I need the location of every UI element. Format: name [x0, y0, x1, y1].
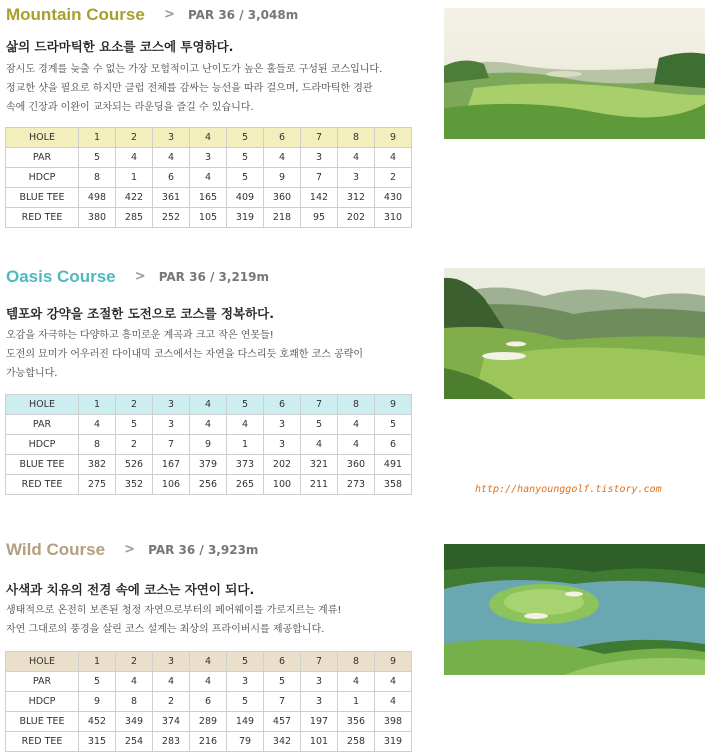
table-row — [6, 168, 412, 188]
table-cell: 6 — [190, 692, 227, 712]
table-cell: 352 — [116, 475, 153, 495]
chevron-right-icon: > — [134, 269, 146, 284]
table-cell: 4 — [116, 148, 153, 168]
table-cell: 5 — [375, 415, 412, 435]
table-header-cell: HOLE — [6, 395, 79, 415]
table-cell: 4 — [375, 148, 412, 168]
table-row — [6, 435, 412, 455]
par-info: PAR 36 / 3,048m — [187, 7, 299, 22]
table-row — [6, 415, 412, 435]
table-row — [6, 455, 412, 475]
table-cell: 5 — [227, 692, 264, 712]
table-cell: 149 — [227, 712, 264, 732]
table-row — [6, 208, 412, 228]
table-cell: 283 — [153, 732, 190, 752]
table-header-cell: 2 — [116, 652, 153, 672]
table-cell: PAR — [6, 672, 79, 692]
table-cell: 379 — [190, 455, 227, 475]
table-cell: 4 — [190, 168, 227, 188]
table-cell: 398 — [375, 712, 412, 732]
table-cell: 360 — [338, 455, 375, 475]
wild-course-photo — [444, 544, 705, 675]
table-cell: 1 — [338, 692, 375, 712]
table-cell: 254 — [116, 732, 153, 752]
table-header-cell: 8 — [338, 652, 375, 672]
description-line: 속에 긴장과 이완이 교차되는 라운딩을 즐길 수 있습니다. — [6, 102, 254, 113]
table-cell: 4 — [264, 148, 301, 168]
course-title-row — [6, 266, 269, 290]
table-cell: 380 — [79, 208, 116, 228]
table-row — [6, 732, 412, 752]
table-header-row — [6, 128, 412, 148]
course-description — [6, 60, 426, 117]
course-headline: 사색과 치유의 전경 속에 코스는 자연이 되다. — [6, 582, 255, 597]
table-header-cell: 2 — [116, 128, 153, 148]
table-cell: 430 — [375, 188, 412, 208]
table-cell: RED TEE — [6, 475, 79, 495]
table-cell: 3 — [301, 672, 338, 692]
chevron-right-icon: > — [124, 542, 136, 557]
table-row — [6, 672, 412, 692]
table-cell: HDCP — [6, 692, 79, 712]
table-header-cell: 4 — [190, 128, 227, 148]
table-cell: 312 — [338, 188, 375, 208]
table-header-cell: 7 — [301, 652, 338, 672]
table-cell: 142 — [301, 188, 338, 208]
oasis-course-photo — [444, 268, 705, 399]
chevron-right-icon: > — [163, 7, 175, 22]
table-cell: 252 — [153, 208, 190, 228]
scorecard-table — [5, 651, 412, 752]
table-header-cell: 6 — [264, 128, 301, 148]
description-line: 가능합니다. — [6, 368, 58, 379]
table-cell: 360 — [264, 188, 301, 208]
table-cell: 8 — [116, 692, 153, 712]
table-cell: 4 — [338, 415, 375, 435]
par-info: PAR 36 / 3,923m — [148, 542, 259, 557]
table-header-cell: 5 — [227, 128, 264, 148]
table-cell: 491 — [375, 455, 412, 475]
table-cell: 7 — [153, 435, 190, 455]
table-cell: 285 — [116, 208, 153, 228]
table-cell: 8 — [79, 435, 116, 455]
table-cell: 4 — [116, 672, 153, 692]
blog-url-watermark: http://hanyounggolf.tistory.com — [475, 484, 662, 495]
table-cell: 6 — [153, 168, 190, 188]
table-cell: PAR — [6, 148, 79, 168]
table-cell: 5 — [116, 415, 153, 435]
table-cell: HDCP — [6, 168, 79, 188]
table-cell: 5 — [301, 415, 338, 435]
table-cell: 289 — [190, 712, 227, 732]
table-cell: 218 — [264, 208, 301, 228]
table-cell: 197 — [301, 712, 338, 732]
table-cell: 211 — [301, 475, 338, 495]
table-cell: 265 — [227, 475, 264, 495]
mountain-course-photo — [444, 8, 705, 139]
table-header-cell: 9 — [375, 395, 412, 415]
table-cell: 167 — [153, 455, 190, 475]
table-cell: 4 — [338, 435, 375, 455]
table-cell: 2 — [116, 435, 153, 455]
table-row — [6, 148, 412, 168]
table-cell: 3 — [338, 168, 375, 188]
table-cell: 4 — [79, 415, 116, 435]
table-header-cell: 5 — [227, 652, 264, 672]
table-cell: 273 — [338, 475, 375, 495]
table-cell: 5 — [227, 148, 264, 168]
table-header-cell: 3 — [153, 652, 190, 672]
table-cell: BLUE TEE — [6, 455, 79, 475]
table-cell: 258 — [338, 732, 375, 752]
description-line: 도전의 묘미가 어우러진 다이내믹 코스에서는 자연을 다스리듯 호쾌한 코스 공략이 — [6, 349, 364, 360]
table-cell: RED TEE — [6, 208, 79, 228]
table-cell: 457 — [264, 712, 301, 732]
table-cell: 4 — [338, 148, 375, 168]
table-header-cell: 9 — [375, 128, 412, 148]
table-cell: 8 — [79, 168, 116, 188]
table-header-cell: 2 — [116, 395, 153, 415]
table-header-cell: 6 — [264, 395, 301, 415]
table-cell: 5 — [79, 148, 116, 168]
table-cell: 319 — [227, 208, 264, 228]
description-line: 오감을 자극하는 다양하고 흥미로운 계곡과 크고 작은 연못들! — [6, 330, 274, 341]
table-cell: 79 — [227, 732, 264, 752]
scorecard-table — [5, 394, 412, 495]
table-cell: 4 — [375, 672, 412, 692]
table-cell: 5 — [264, 672, 301, 692]
table-cell: 422 — [116, 188, 153, 208]
course-description — [6, 601, 426, 639]
table-row — [6, 475, 412, 495]
table-cell: 4 — [153, 672, 190, 692]
table-cell: 4 — [301, 435, 338, 455]
table-cell: 4 — [375, 692, 412, 712]
table-cell: 3 — [190, 148, 227, 168]
table-cell: 3 — [301, 692, 338, 712]
table-cell: 202 — [338, 208, 375, 228]
course-description — [6, 326, 426, 383]
table-cell: 319 — [375, 732, 412, 752]
table-cell: 7 — [301, 168, 338, 188]
table-cell: 95 — [301, 208, 338, 228]
table-cell: 106 — [153, 475, 190, 495]
table-cell: 105 — [190, 208, 227, 228]
table-cell: 4 — [190, 415, 227, 435]
table-header-cell: 1 — [79, 395, 116, 415]
table-cell: 452 — [79, 712, 116, 732]
table-header-cell: 7 — [301, 128, 338, 148]
table-cell: 2 — [375, 168, 412, 188]
description-line: 잠시도 경계를 늦출 수 없는 가장 모험적이고 난이도가 높은 홀들로 구성된 코스입니다. — [6, 64, 383, 75]
table-cell: 5 — [79, 672, 116, 692]
table-cell: 2 — [153, 692, 190, 712]
table-cell: 382 — [79, 455, 116, 475]
table-cell: 4 — [153, 148, 190, 168]
table-cell: 373 — [227, 455, 264, 475]
course-name: Mountain Course — [6, 4, 145, 24]
table-cell: 6 — [375, 435, 412, 455]
table-header-cell: 1 — [79, 652, 116, 672]
table-header-cell: 6 — [264, 652, 301, 672]
table-cell: 100 — [264, 475, 301, 495]
table-header-cell: 4 — [190, 395, 227, 415]
table-cell: 498 — [79, 188, 116, 208]
course-name: Wild Course — [6, 539, 106, 559]
table-cell: 1 — [116, 168, 153, 188]
table-header-row — [6, 395, 412, 415]
table-cell: 4 — [227, 415, 264, 435]
table-cell: 4 — [190, 672, 227, 692]
table-row — [6, 712, 412, 732]
table-header-cell: HOLE — [6, 652, 79, 672]
table-cell: 1 — [227, 435, 264, 455]
description-line: 정교한 샷을 필요로 하지만 클럽 전체를 감싸는 능선을 따라 걸으며, 드라마틱한 경관 — [6, 83, 373, 94]
table-cell: 3 — [227, 672, 264, 692]
table-cell: PAR — [6, 415, 79, 435]
table-cell: 321 — [301, 455, 338, 475]
description-line: 생태적으로 온전히 보존된 청정 자연으로부터의 페어웨이를 가로지르는 계류! — [6, 605, 342, 616]
table-cell: 7 — [264, 692, 301, 712]
table-cell: 3 — [153, 415, 190, 435]
table-header-cell: 8 — [338, 128, 375, 148]
table-header-cell: 3 — [153, 128, 190, 148]
table-cell: 9 — [79, 692, 116, 712]
table-cell: 4 — [338, 672, 375, 692]
table-header-cell: 9 — [375, 652, 412, 672]
table-cell: 101 — [301, 732, 338, 752]
table-cell: RED TEE — [6, 732, 79, 752]
table-cell: 256 — [190, 475, 227, 495]
table-header-cell: HOLE — [6, 128, 79, 148]
course-title-row — [6, 539, 258, 563]
table-cell: BLUE TEE — [6, 712, 79, 732]
course-headline: 삶의 드라마틱한 요소를 코스에 투영하다. — [6, 39, 234, 54]
table-cell: 3 — [301, 148, 338, 168]
table-cell: 275 — [79, 475, 116, 495]
course-headline: 템포와 강약을 조절한 도전으로 코스를 정복하다. — [6, 306, 275, 321]
scorecard-table — [5, 127, 412, 228]
table-header-cell: 3 — [153, 395, 190, 415]
course-title-row — [6, 4, 298, 28]
table-cell: 310 — [375, 208, 412, 228]
table-header-cell: 1 — [79, 128, 116, 148]
table-cell: 526 — [116, 455, 153, 475]
table-cell: 3 — [264, 435, 301, 455]
table-header-cell: 8 — [338, 395, 375, 415]
table-cell: BLUE TEE — [6, 188, 79, 208]
table-cell: 361 — [153, 188, 190, 208]
table-header-cell: 7 — [301, 395, 338, 415]
table-cell: 9 — [190, 435, 227, 455]
table-cell: 374 — [153, 712, 190, 732]
table-row — [6, 692, 412, 712]
table-cell: 216 — [190, 732, 227, 752]
table-cell: 358 — [375, 475, 412, 495]
par-info: PAR 36 / 3,219m — [158, 269, 269, 284]
table-cell: 342 — [264, 732, 301, 752]
table-cell: 165 — [190, 188, 227, 208]
table-cell: 202 — [264, 455, 301, 475]
table-cell: HDCP — [6, 435, 79, 455]
table-cell: 349 — [116, 712, 153, 732]
table-cell: 9 — [264, 168, 301, 188]
table-cell: 5 — [227, 168, 264, 188]
course-name: Oasis Course — [6, 266, 116, 286]
table-cell: 356 — [338, 712, 375, 732]
table-header-cell: 5 — [227, 395, 264, 415]
table-header-row — [6, 652, 412, 672]
table-cell: 409 — [227, 188, 264, 208]
description-line: 자연 그대로의 풍경을 살린 코스 설계는 최상의 프라이버시를 제공합니다. — [6, 624, 325, 635]
table-cell: 315 — [79, 732, 116, 752]
table-header-cell: 4 — [190, 652, 227, 672]
table-row — [6, 188, 412, 208]
table-cell: 3 — [264, 415, 301, 435]
